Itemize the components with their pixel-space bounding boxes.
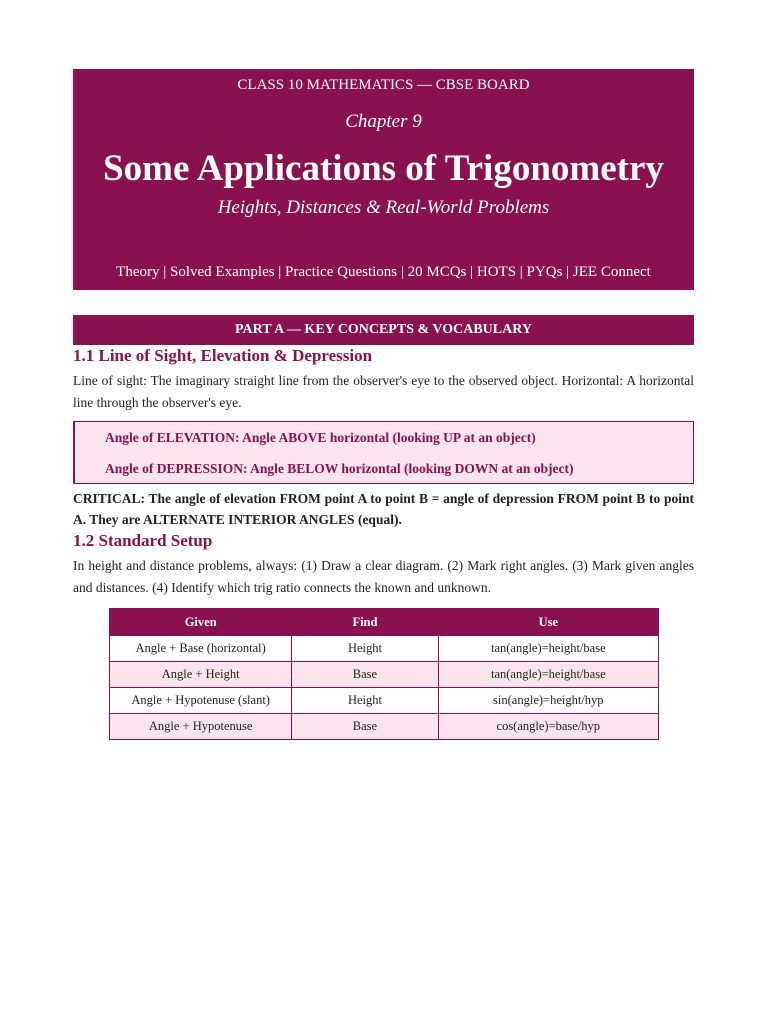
section-heading-1-1: 1.1 Line of Sight, Elevation & Depression [73,346,373,365]
title-banner [73,69,694,290]
table-cell: Angle + Hypotenuse (slant) [110,688,292,714]
page-subtitle: Heights, Distances & Real-World Problems [217,197,550,218]
definition-callout [73,421,694,484]
table-cell: Angle + Hypotenuse [110,714,292,740]
table-cell: Height [292,636,438,662]
table-row [110,662,659,688]
table-header-use: Use [438,609,658,636]
table-header-given: Given [110,609,292,636]
document-page [73,69,694,740]
table-cell: Base [292,662,438,688]
table-row [110,688,659,714]
critical-note: CRITICAL: The angle of elevation FROM point A to point B = angle of depression FROM point B to point A. They are ALTERNATE INTERIOR ANGLES (equal). [73,491,694,527]
part-a-bar: PART A — KEY CONCEPTS & VOCABULARY [73,315,694,345]
table-cell: Angle + Base (horizontal) [110,636,292,662]
section-1-2-body: In height and distance problems, always: (1) Draw a clear diagram. (2) Mark right angles. (3) Mark given angles and distances. (4) Identify which trig ratio connects the known and unknown. [73,558,694,595]
setup-table [109,608,659,740]
table-cell: Base [292,714,438,740]
table-cell: Height [292,688,438,714]
table-cell: tan(angle)=height/base [438,636,658,662]
table-cell: cos(angle)=base/hyp [438,714,658,740]
section-heading-1-2: 1.2 Standard Setup [73,531,213,550]
contents-line: Theory | Solved Examples | Practice Questions | 20 MCQs | HOTS | PYQs | JEE Connect [116,264,651,280]
page-title: Some Applications of Trigonometry [103,148,664,189]
chapter-label: Chapter 9 [345,111,422,132]
table-row [110,636,659,662]
table-cell: tan(angle)=height/base [438,662,658,688]
callout-elevation: Angle of ELEVATION: Angle ABOVE horizontal (looking UP at an object) [105,430,536,445]
board-label: CLASS 10 MATHEMATICS — CBSE BOARD [237,77,530,93]
table-header-row [110,609,659,636]
section-1-1-body: Line of sight: The imaginary straight line from the observer's eye to the observed object. Horizontal: A horizontal line through the observer's eye. [73,373,694,410]
table-cell: sin(angle)=height/hyp [438,688,658,714]
table-row [110,714,659,740]
table-cell: Angle + Height [110,662,292,688]
table-header-find: Find [292,609,438,636]
callout-depression: Angle of DEPRESSION: Angle BELOW horizontal (looking DOWN at an object) [105,461,574,476]
